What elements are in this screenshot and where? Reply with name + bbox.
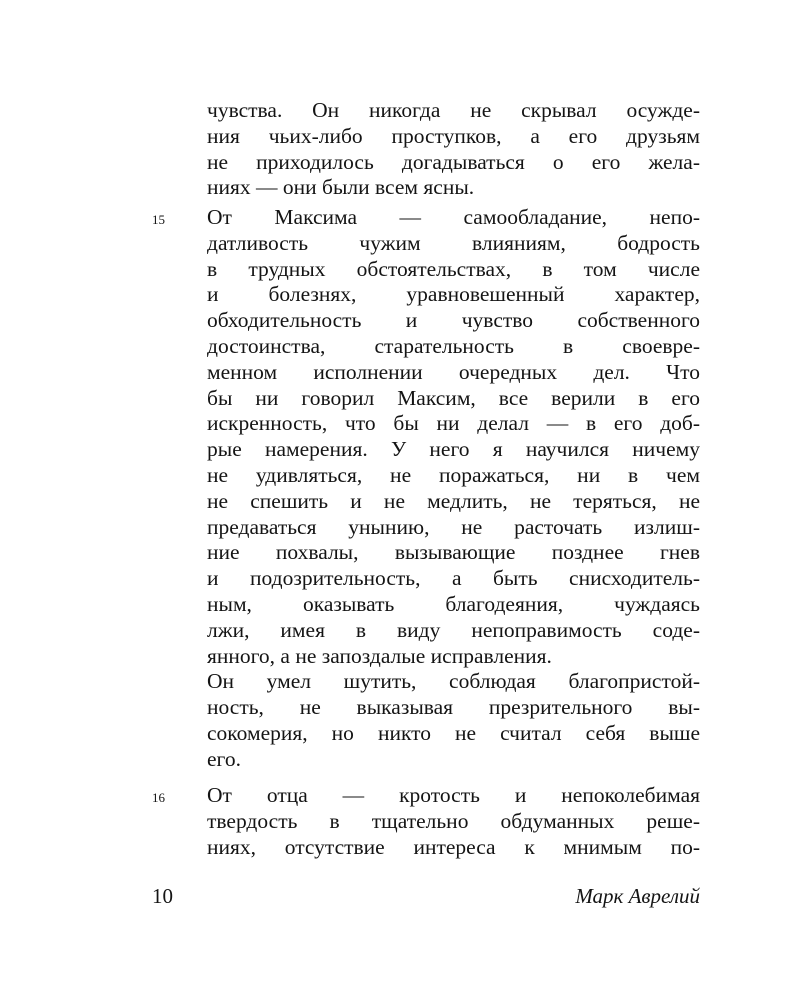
text-line: бы ни говорил Максим, все верили в его [207, 385, 700, 410]
text-line: чувства. Он никогда не скрывал осужде- [207, 98, 700, 122]
text-line: и подозрительность, а быть снисходитель- [207, 566, 700, 591]
text-line: ным, оказывать благодеяния, чуждаясь [207, 591, 700, 616]
section-number-16: 16 [152, 790, 165, 805]
text-line: обходительность и чувство собственного [207, 308, 700, 333]
paragraph-section-16 [207, 783, 700, 860]
section-number-15: 15 [152, 212, 165, 227]
text-line: ние похвалы, вызывающие позднее гнев [207, 540, 700, 565]
text-line: сокомерия, но никто не считал себя выше [207, 720, 700, 745]
text-line: От отца — кротость и непоколебимая [207, 783, 700, 807]
text-line: рые намерения. У него я научился ничему [207, 437, 700, 462]
text-line: лжи, имея в виду непоправимость соде- [207, 617, 700, 642]
text-line: достоинства, старательность в своевре- [207, 333, 700, 358]
text-line: датливость чужим влияниям, бодрость [207, 230, 700, 255]
text-line: ния чьих-либо проступков, а его друзьям [207, 123, 700, 148]
text-line: не приходилось догадываться о его жела- [207, 149, 700, 174]
text-line: искренность, что бы ни делал — в его доб- [207, 411, 700, 436]
text-line: в трудных обстоятельствах, в том числе [207, 256, 700, 281]
text-line: ниях — они были всем ясны. [207, 175, 475, 200]
text-line: его. [207, 746, 241, 771]
text-line: не спешить и не медлить, не теряться, не [207, 488, 700, 513]
running-footer-author: Марк Аврелий [575, 884, 700, 908]
paragraph-section-15 [207, 205, 700, 773]
text-line: менном исполнении очередных дел. Что [207, 359, 700, 384]
paragraph-continued [207, 98, 700, 201]
text-line: янного, а не запоздалые исправления. [207, 643, 552, 668]
text-line: Он умел шутить, соблюдая благопристой- [207, 669, 700, 694]
text-line: твердость в тщательно обдуманных реше- [207, 808, 700, 833]
text-line: не удивляться, не поражаться, ни в чем [207, 462, 700, 487]
text-line: ниях, отсутствие интереса к мнимым по- [207, 834, 700, 859]
text-line: ность, не выказывая презрительного вы- [207, 695, 700, 720]
page-number: 10 [152, 884, 173, 908]
text-line: От Максима — самообладание, непо- [207, 205, 700, 229]
text-line: предаваться унынию, не расточать излиш- [207, 514, 700, 539]
text-line: и болезнях, уравновешенный характер, [207, 282, 700, 307]
